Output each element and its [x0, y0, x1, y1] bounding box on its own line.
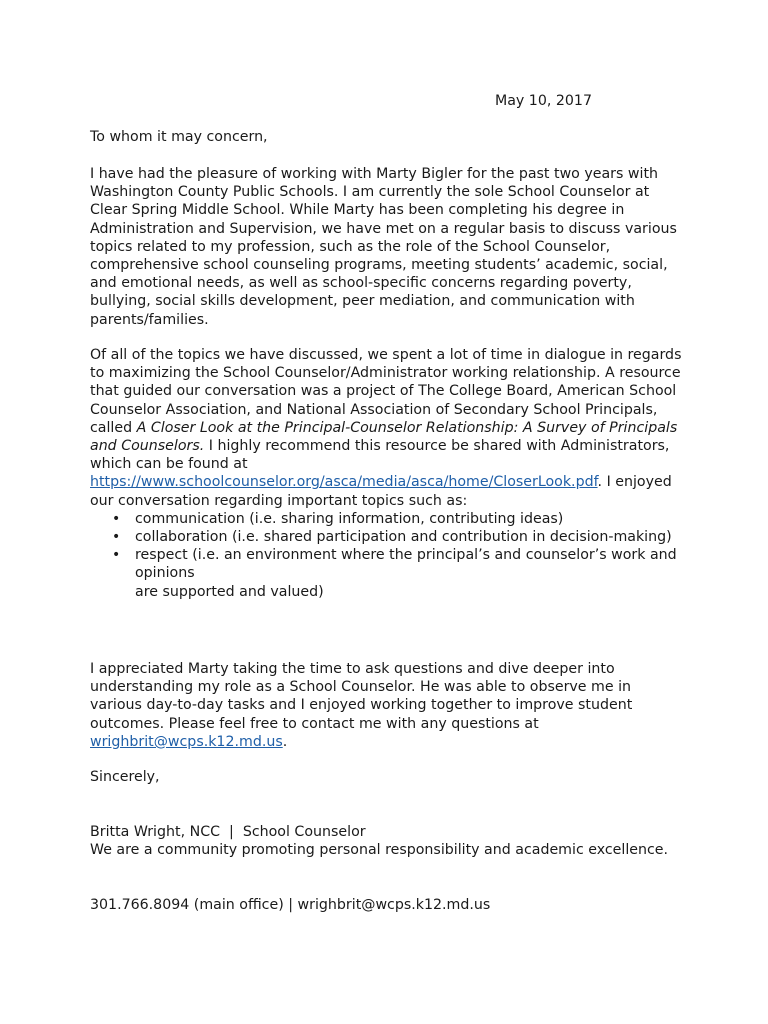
- list-item: • communication (i.e. sharing information, contributing ideas): [90, 510, 682, 528]
- resource-title: A Closer Look at the Principal-Counselor Relationship: A Survey of Principals and Counselors.: [90, 419, 678, 455]
- sign-off: Sincerely,: [90, 769, 160, 785]
- list-item-continuation: are supported and valued): [135, 583, 324, 600]
- paragraph-intro: I have had the pleasure of working with Marty Bigler for the past two years with Washington County Public Schools. I am currently the sole School Counselor at Clear Spring Middle School. While Marty has been completing his degree in Administration and Supervision, we have met on a regular basis to discuss various topics related to my profession, such as the role of the School Counselor, comprehensive school counseling programs, meeting students’ academic, social, and emotional needs, as well as school-specific concerns regarding poverty, bullying, social skills development, peer mediation, and communication with parents/families.: [90, 166, 677, 328]
- signature-name-title: Britta Wright, NCC | School Counselor: [90, 824, 366, 840]
- paragraph-resource-text: [90, 346, 682, 510]
- salutation: To whom it may concern,: [90, 129, 268, 145]
- list-item-text: respect (i.e. an environment where the principal’s and counselor’s work and opinions: [135, 547, 677, 582]
- closing-text: I appreciated Marty taking the time to ask questions and dive deeper into understanding my role as a School Counselor. He was able to observe me in various day-to-day tasks and I enjoyed working together to improve student outcomes. Please feel free to contact me with any questions at: [90, 661, 633, 732]
- list-item: [90, 546, 682, 601]
- resource-link[interactable]: https://www.schoolcounselor.org/asca/media/asca/home/CloserLook.pdf: [90, 474, 598, 491]
- resource-text-before: Of all of the topics we have discussed, we spent a lot of time in dialogue in regards to maximizing the School Counselor/Administrator working relationship. A resource that guided our conversation was a project of The College Board, American School Counselor Association, and National Association of Secondary School Principals, called: [90, 347, 682, 436]
- paragraph-resource: [90, 346, 682, 601]
- email-link[interactable]: wrighbrit@wcps.k12.md.us: [90, 733, 283, 750]
- signature-contact: 301.766.8094 (main office) | wrighbrit@wcps.k12.md.us: [90, 897, 491, 913]
- paragraph-closing: [90, 660, 682, 751]
- resource-text-middle: I highly recommend this resource be shared with Administrators, which can be found at: [90, 438, 670, 473]
- signature-motto: We are a community promoting personal responsibility and academic excellence.: [90, 842, 669, 859]
- resource-text-after: . I enjoyed our conversation regarding important topics such as:: [90, 474, 672, 509]
- letter-date: May 10, 2017: [494, 93, 592, 109]
- closing-text-after: .: [282, 733, 288, 750]
- list-item: • collaboration (i.e. shared participation and contribution in decision-making): [90, 528, 682, 546]
- signature-block: [90, 823, 682, 859]
- topics-list: [90, 510, 682, 601]
